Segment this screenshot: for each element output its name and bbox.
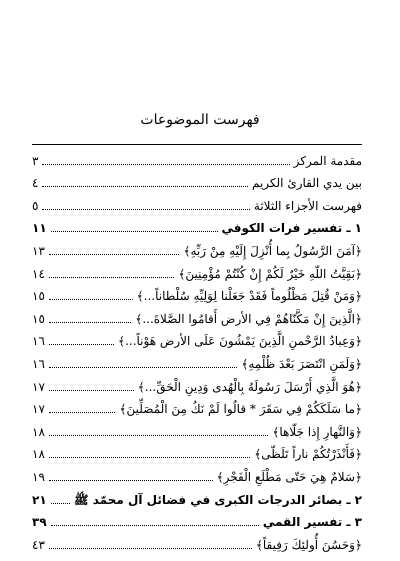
toc-entry-title: ﴿الَّذِينَ إِنْ مَكَّنّاهُمْ فِي الأرض أَقامُوا الصَّلاةَ...﴾ <box>135 311 362 326</box>
dot-leader <box>49 344 114 345</box>
toc-entry-title: ﴿وَالنَّهارِ إِذا جَلّاها﴾ <box>272 424 362 439</box>
toc-page-number: ١٥ <box>32 311 45 326</box>
toc-section-heading <box>32 484 362 507</box>
toc-entry <box>32 461 362 484</box>
toc-page-number: ١٨ <box>32 447 45 462</box>
toc-entry <box>32 258 362 281</box>
dot-leader <box>42 209 249 210</box>
toc-section-title: ٢ ـ بصائر الدرجات الكبرى في فضائل آل محمّد ﷺ <box>74 492 362 507</box>
toc-entry-title: ﴿وَعِبادُ الرَّحْمنِ الَّذِينَ يَمْشُونَ عَلَى الأرض هَوْناً...﴾ <box>118 334 362 349</box>
toc-section-title: ٣ ـ تفسير القمي <box>262 515 362 530</box>
toc-section-title: ١ ـ تفسير فرات الكوفي <box>221 221 362 236</box>
toc-entry-title: مقدمة المركز <box>293 153 362 168</box>
toc-entry <box>32 394 362 417</box>
toc-page-number: ٥ <box>32 198 39 213</box>
toc-page-number: ٢١ <box>32 492 47 507</box>
dot-leader <box>51 231 218 232</box>
dot-leader <box>49 412 116 413</box>
toc-page-number: ٣ <box>32 153 39 168</box>
toc-entry-title: ﴿آمَنَ الرَّسُولُ بِما أُنْزِلَ إِلَيْهِ مِنْ رَبِّهِ﴾ <box>183 243 362 258</box>
toc-entry-title: ﴿ما سَلَكَكُمْ فِي سَقَرَ * قالُوا لَمْ نَكُ مِنَ الْمُصَلِّينَ﴾ <box>119 402 362 417</box>
table-of-contents <box>32 144 362 552</box>
toc-entry <box>32 529 362 552</box>
toc-page-number: ١٧ <box>32 402 45 417</box>
toc-entry-title: ﴿بَقِيَّتُ اللّهِ خَيْرٌ لَكُمْ إِنْ كُنْتُمْ مُؤْمِنِينَ﴾ <box>178 266 362 281</box>
dot-leader <box>49 457 250 458</box>
page-title: فهرست الموضوعات <box>140 112 260 128</box>
toc-page-number: ٤٣ <box>32 537 45 552</box>
toc-entry-title: بين يدي القارئ الكريم <box>251 176 362 191</box>
toc-page-number: ١٥ <box>32 289 45 304</box>
dot-leader <box>49 254 180 255</box>
toc-entry <box>32 190 362 213</box>
dot-leader <box>49 322 131 323</box>
dot-leader <box>49 390 134 391</box>
toc-entry-title: فهرست الأجزاء الثلاثة <box>253 198 362 213</box>
dot-leader <box>49 299 133 300</box>
toc-entry-title: ﴿فَأَنْذَرْتُكُمْ ناراً تَلَظّى﴾ <box>254 447 362 462</box>
toc-entry <box>32 303 362 326</box>
toc-entry-title: ﴿هُوَ الَّذِي أَرْسَلَ رَسُولَهُ بِالْهُدى وَدِينِ الْحَقِّ...﴾ <box>137 379 362 394</box>
toc-section-heading <box>32 507 362 530</box>
dot-leader <box>49 435 268 436</box>
toc-entry <box>32 168 362 191</box>
dot-leader <box>42 164 289 165</box>
dot-leader <box>49 548 252 549</box>
dot-leader <box>51 525 259 526</box>
toc-page-number: ١٩ <box>32 469 45 484</box>
toc-page-number: ١١ <box>32 221 47 236</box>
toc-entry <box>32 348 362 371</box>
toc-entry <box>32 371 362 394</box>
dot-leader <box>49 480 213 481</box>
toc-entry <box>32 235 362 258</box>
toc-entry-title: ﴿وَلَمَنِ انْتَصَرَ بَعْدَ ظُلْمِهِ﴾ <box>241 356 362 371</box>
toc-entry <box>32 439 362 462</box>
toc-page-number: ٣٩ <box>32 515 47 530</box>
toc-page-number: ١٦ <box>32 356 45 371</box>
toc-page-number: ٤ <box>32 176 39 191</box>
toc-entry <box>32 416 362 439</box>
toc-section-heading <box>32 213 362 236</box>
toc-entry-title: ﴿وَمَنْ قُتِلَ مَظْلُوماً فَقَدْ جَعَلْنا لِوَلِيِّهِ سُلْطاناً...﴾ <box>136 289 362 304</box>
toc-entry <box>32 326 362 349</box>
toc-entry-title: ﴿سَلامٌ هِيَ حَتّى مَطْلَعِ الْفَجْرِ﴾ <box>216 469 362 484</box>
dot-leader <box>49 367 237 368</box>
dot-leader <box>42 186 248 187</box>
toc-page-number: ١٧ <box>32 379 45 394</box>
toc-entry-title: ﴿وَحَسُنَ أُولئِكَ رَفِيقاً﴾ <box>255 537 362 552</box>
dot-leader <box>49 277 175 278</box>
toc-page-number: ١٦ <box>32 334 45 349</box>
toc-page-number: ١٤ <box>32 266 45 281</box>
toc-entry <box>32 281 362 304</box>
toc-page-number: ١٣ <box>32 243 45 258</box>
toc-entry <box>32 145 362 168</box>
toc-page-number: ١٨ <box>32 424 45 439</box>
dot-leader <box>51 503 70 504</box>
